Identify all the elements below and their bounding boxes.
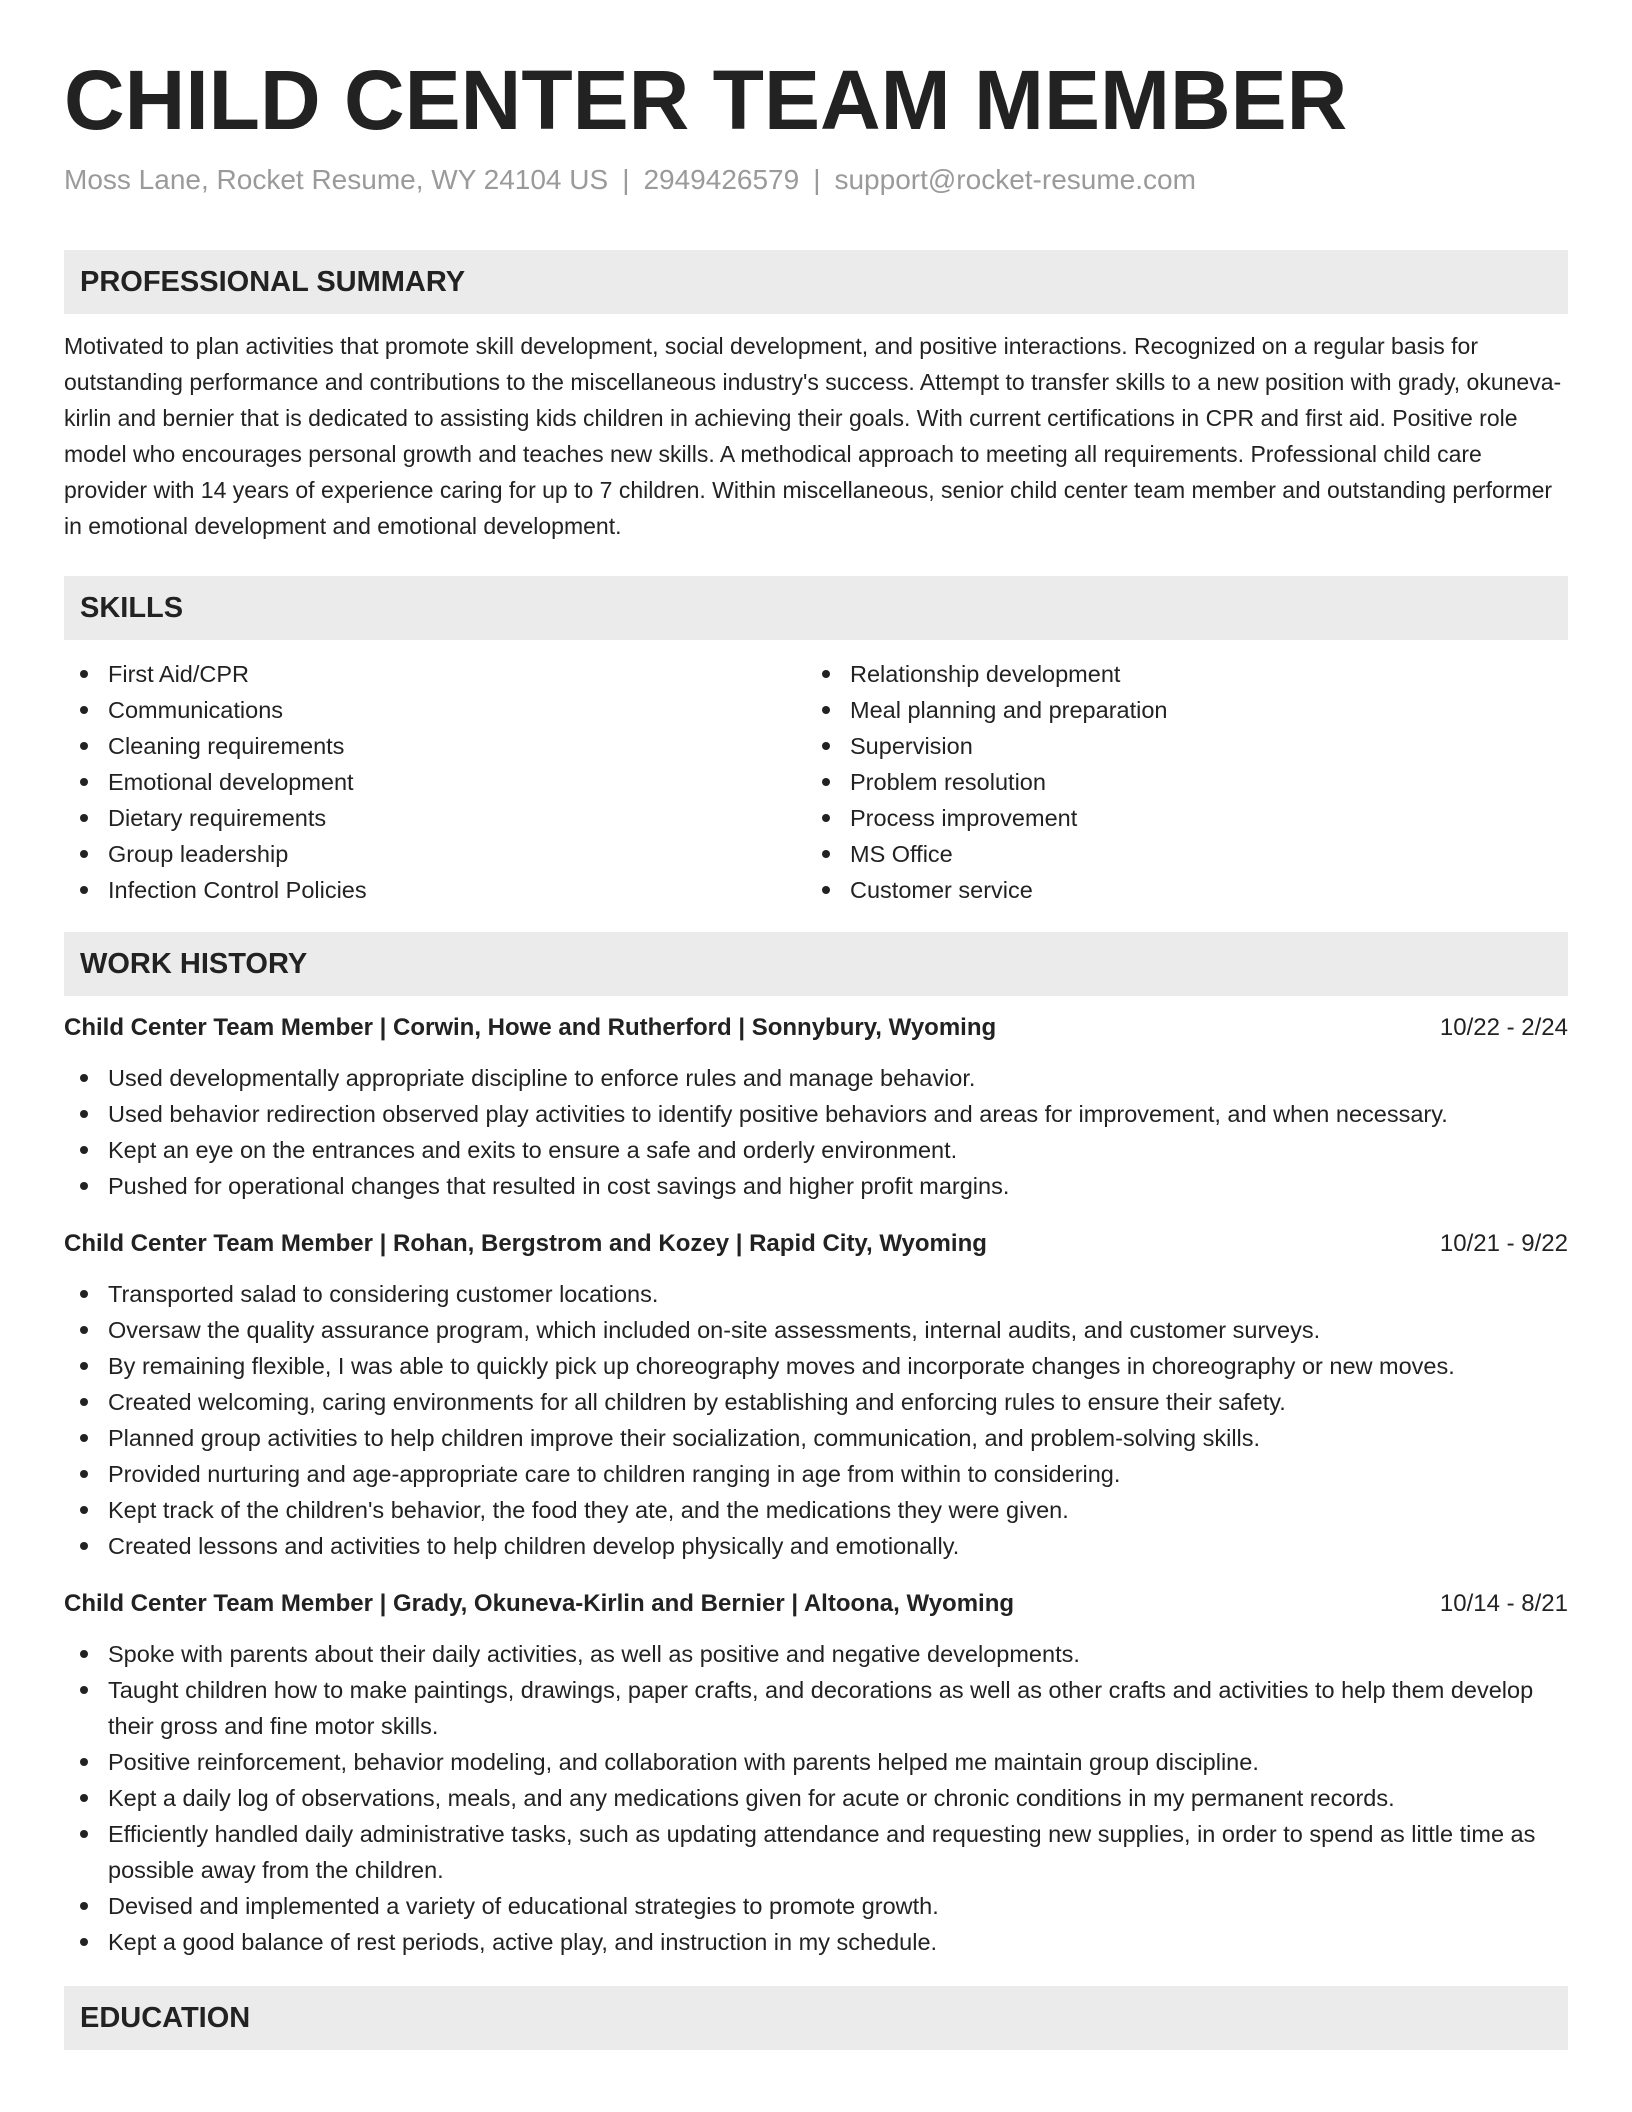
skills-right-list [806,656,1548,908]
list-item: Kept track of the children's behavior, the food they ate, and the medications they were given. [64,1492,1568,1528]
summary-heading: PROFESSIONAL SUMMARY [64,250,1568,314]
list-item: Pushed for operational changes that resulted in cost savings and higher profit margins. [64,1168,1568,1204]
list-item: Spoke with parents about their daily activities, as well as positive and negative developments. [64,1636,1568,1672]
job-bullets [64,1276,1568,1564]
work-history-heading: WORK HISTORY [64,932,1568,996]
list-item: Meal planning and preparation [806,692,1548,728]
job-header [64,1226,1568,1262]
list-item: Customer service [806,872,1548,908]
list-item: Planned group activities to help children improve their socialization, communication, and problem-solving skills. [64,1420,1568,1456]
list-item: Oversaw the quality assurance program, which included on-site assessments, internal audits, and customer surveys. [64,1312,1568,1348]
list-item: First Aid/CPR [64,656,806,692]
list-item: Created lessons and activities to help children develop physically and emotionally. [64,1528,1568,1564]
skills-columns [64,656,1568,908]
list-item: Problem resolution [806,764,1548,800]
list-item: Dietary requirements [64,800,806,836]
skills-left-list [64,656,806,908]
contact-separator: | [813,164,821,195]
job-dates: 10/14 - 8/21 [1439,1590,1568,1617]
list-item: MS Office [806,836,1548,872]
list-item: Process improvement [806,800,1548,836]
job-dates: 10/21 - 9/22 [1439,1230,1568,1257]
job-title: Child Center Team Member | Corwin, Howe and Rutherford | Sonnybury, Wyoming [64,1014,997,1041]
list-item: Positive reinforcement, behavior modeling, and collaboration with parents helped me maintain group discipline. [64,1744,1568,1780]
list-item: By remaining flexible, I was able to quickly pick up choreography moves and incorporate changes in choreography or new moves. [64,1348,1568,1384]
education-heading: EDUCATION [64,1986,1568,2050]
page-title: CHILD CENTER TEAM MEMBER [64,53,1348,147]
contact-address: Moss Lane, Rocket Resume, WY 24104 US [64,164,609,195]
list-item: Kept an eye on the entrances and exits to ensure a safe and orderly environment. [64,1132,1568,1168]
list-item: Used developmentally appropriate discipline to enforce rules and manage behavior. [64,1060,1568,1096]
job-header [64,1010,1568,1046]
skills-heading: SKILLS [64,576,1568,640]
list-item: Emotional development [64,764,806,800]
contact-phone: 2949426579 [643,164,800,195]
job-entry [64,1226,1568,1564]
list-item: Used behavior redirection observed play activities to identify positive behaviors and areas for improvement, and when necessary. [64,1096,1568,1132]
list-item: Infection Control Policies [64,872,806,908]
contact-separator: | [622,164,630,195]
contact-email: support@rocket-resume.com [834,164,1196,195]
list-item: Relationship development [806,656,1548,692]
job-entry [64,1586,1568,1960]
list-item: Kept a daily log of observations, meals, and any medications given for acute or chronic conditions in my permanent records. [64,1780,1568,1816]
resume-page [64,0,1568,2050]
list-item: Cleaning requirements [64,728,806,764]
list-item: Supervision [806,728,1548,764]
job-title: Child Center Team Member | Rohan, Bergstrom and Kozey | Rapid City, Wyoming [64,1230,987,1257]
summary-text: Motivated to plan activities that promote skill development, social development, and positive interactions. Recognized on a regular basis for outstanding performance and contributions to the miscellaneous industry's success. Attempt to transfer skills to a new position with grady, okuneva-kirlin and bernier that is dedicated to assisting kids children in achieving their goals. With current certifications in CPR and first aid. Positive role model who encourages personal growth and teaches new skills. A methodical approach to meeting all requirements. Professional child care provider with 14 years of experience caring for up to 7 children. Within miscellaneous, senior child center team member and outstanding performer in emotional development and emotional development. [64,333,1562,539]
list-item: Provided nurturing and age-appropriate care to children ranging in age from within to considering. [64,1456,1568,1492]
list-item: Created welcoming, caring environments for all children by establishing and enforcing rules to ensure their safety. [64,1384,1568,1420]
job-header [64,1586,1568,1622]
list-item: Efficiently handled daily administrative tasks, such as updating attendance and requesting new supplies, in order to spend as little time as possible away from the children. [64,1816,1568,1888]
contact-line [64,162,1568,198]
job-entry [64,1010,1568,1204]
list-item: Group leadership [64,836,806,872]
list-item: Kept a good balance of rest periods, active play, and instruction in my schedule. [64,1924,1568,1960]
job-dates: 10/22 - 2/24 [1439,1014,1568,1041]
job-title: Child Center Team Member | Grady, Okuneva-Kirlin and Bernier | Altoona, Wyoming [64,1590,1015,1617]
list-item: Devised and implemented a variety of educational strategies to promote growth. [64,1888,1568,1924]
job-bullets [64,1060,1568,1204]
list-item: Communications [64,692,806,728]
list-item: Transported salad to considering customer locations. [64,1276,1568,1312]
job-bullets [64,1636,1568,1960]
list-item: Taught children how to make paintings, drawings, paper crafts, and decorations as well as other crafts and activities to help them develop their gross and fine motor skills. [64,1672,1568,1744]
